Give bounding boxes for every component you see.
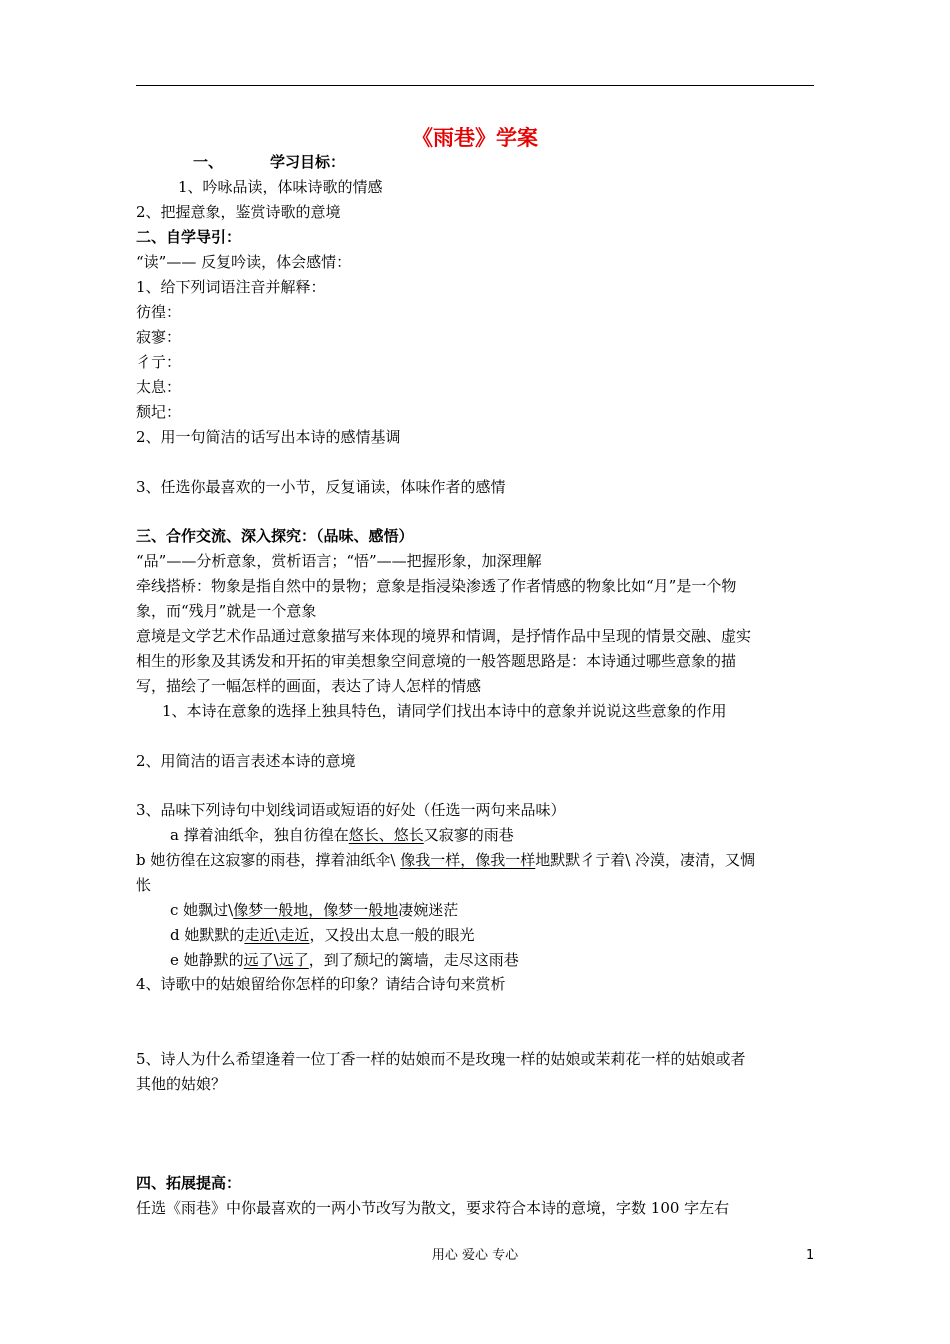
page-number: 1 — [806, 1248, 815, 1263]
s2-question-3: 3、任选你最喜欢的一小节，反复诵读，体味作者的感情 — [136, 478, 506, 496]
s3-question-5-line-1: 5、诗人为什么希望逢着一位丁香一样的姑娘而不是玫瑰一样的姑娘或茉莉花一样的姑娘或者 — [136, 1050, 746, 1068]
s2-question-2: 2、用一句简洁的话写出本诗的感情基调 — [136, 428, 401, 446]
section-4-heading: 四、拓展提高： — [136, 1174, 242, 1192]
extension-task: 任选《雨巷》中你最喜欢的一两小节改写为散文，要求符合本诗的意境，字数 100 字左右 — [136, 1199, 730, 1217]
verse-c-pre: c 她飘过\ — [170, 901, 234, 919]
s3-question-1: 1、本诗在意象的选择上独具特色，请同学们找出本诗中的意象并说说这些意象的作用 — [162, 702, 727, 720]
verse-b-continued: 怅 — [136, 876, 152, 894]
header-rule — [136, 85, 814, 86]
section-3-heading: 三、合作交流、深入探究：（品味、感悟） — [136, 527, 414, 545]
verse-a-underlined: 悠长、悠长 — [348, 826, 424, 844]
verse-d-underlined: 走近\走近 — [244, 926, 310, 944]
s3-question-5-line-2: 其他的姑娘？ — [136, 1075, 227, 1093]
verse-a-pre: a 撑着油纸伞，独自彷徨在 — [170, 826, 349, 844]
verse-e-underlined: 远了\远了 — [243, 951, 309, 969]
read-instruction: “读”—— 反复吟读，体会感情： — [136, 253, 352, 271]
yijing-line-3: 写，描绘了一幅怎样的画面，表达了诗人怎样的情感 — [136, 677, 482, 695]
s3-intro: “品”——分析意象，赏析语言；“悟”——把握形象，加深理解 — [136, 552, 542, 570]
verse-d-post: ，又投出太息一般的眼光 — [309, 926, 475, 944]
verse-b-post: 地默默彳亍着\ 冷漠，凄清，又惆 — [535, 851, 756, 869]
vocab-word: 颓圮： — [136, 403, 182, 421]
footer-motto: 用心 爱心 专心 — [431, 1248, 519, 1263]
verse-c-underlined: 像梦一般地，像梦一般地 — [233, 901, 399, 919]
s3-question-4: 4、诗歌中的姑娘留给你怎样的印象？请结合诗句来赏析 — [136, 975, 506, 993]
goal-1: 1、吟咏品读，体味诗歌的情感 — [178, 178, 383, 196]
s3-question-3: 3、品味下列诗句中划线词语或短语的好处（任选一两句来品味） — [136, 801, 566, 819]
section-1-heading: 学习目标： — [270, 153, 346, 171]
section-1-number: 一、 — [193, 153, 224, 171]
verse-c — [170, 898, 458, 922]
yijing-line-2: 相生的形象及其诱发和开拓的审美想象空间意境的一般答题思路是：本诗通过哪些意象的描 — [136, 652, 737, 670]
bridge-line-1: 牵线搭桥：物象是指自然中的景物；意象是指浸染渗透了作者情感的物象比如“月”是一个物 — [136, 577, 737, 595]
vocab-word: 太息： — [136, 378, 182, 396]
vocab-word: 彳亍： — [136, 353, 182, 371]
vocab-word: 彷徨： — [136, 303, 182, 321]
verse-e-pre: e 她静默的 — [170, 951, 244, 969]
verse-b-underlined: 像我一样，像我一样 — [400, 851, 536, 869]
document-title: 《雨巷》学案 — [412, 125, 538, 150]
s3-question-2: 2、用简洁的语言表述本诗的意境 — [136, 752, 356, 770]
s2-question-1: 1、给下列词语注音并解释： — [136, 278, 326, 296]
verse-a-post: 又寂寥的雨巷 — [423, 826, 514, 844]
verse-a — [170, 823, 514, 847]
bridge-line-2: 象，而“残月”就是一个意象 — [136, 602, 317, 620]
section-2-heading: 二、自学导引： — [136, 228, 242, 246]
vocab-word: 寂寥： — [136, 328, 182, 346]
verse-d-pre: d 她默默的 — [170, 926, 245, 944]
goal-2: 2、把握意象，鉴赏诗歌的意境 — [136, 203, 341, 221]
yijing-line-1: 意境是文学艺术作品通过意象描写来体现的境界和情调，是抒情作品中呈现的情景交融、虚实 — [136, 627, 752, 645]
verse-b — [136, 848, 755, 872]
verse-c-post: 凄婉迷茫 — [398, 901, 459, 919]
verse-d — [170, 923, 474, 947]
verse-b-pre: b 她彷徨在这寂寥的雨巷，撑着油纸伞\ — [136, 851, 401, 869]
verse-e-post: ，到了颓圮的篱墙，走尽这雨巷 — [308, 951, 519, 969]
verse-e — [170, 948, 519, 972]
